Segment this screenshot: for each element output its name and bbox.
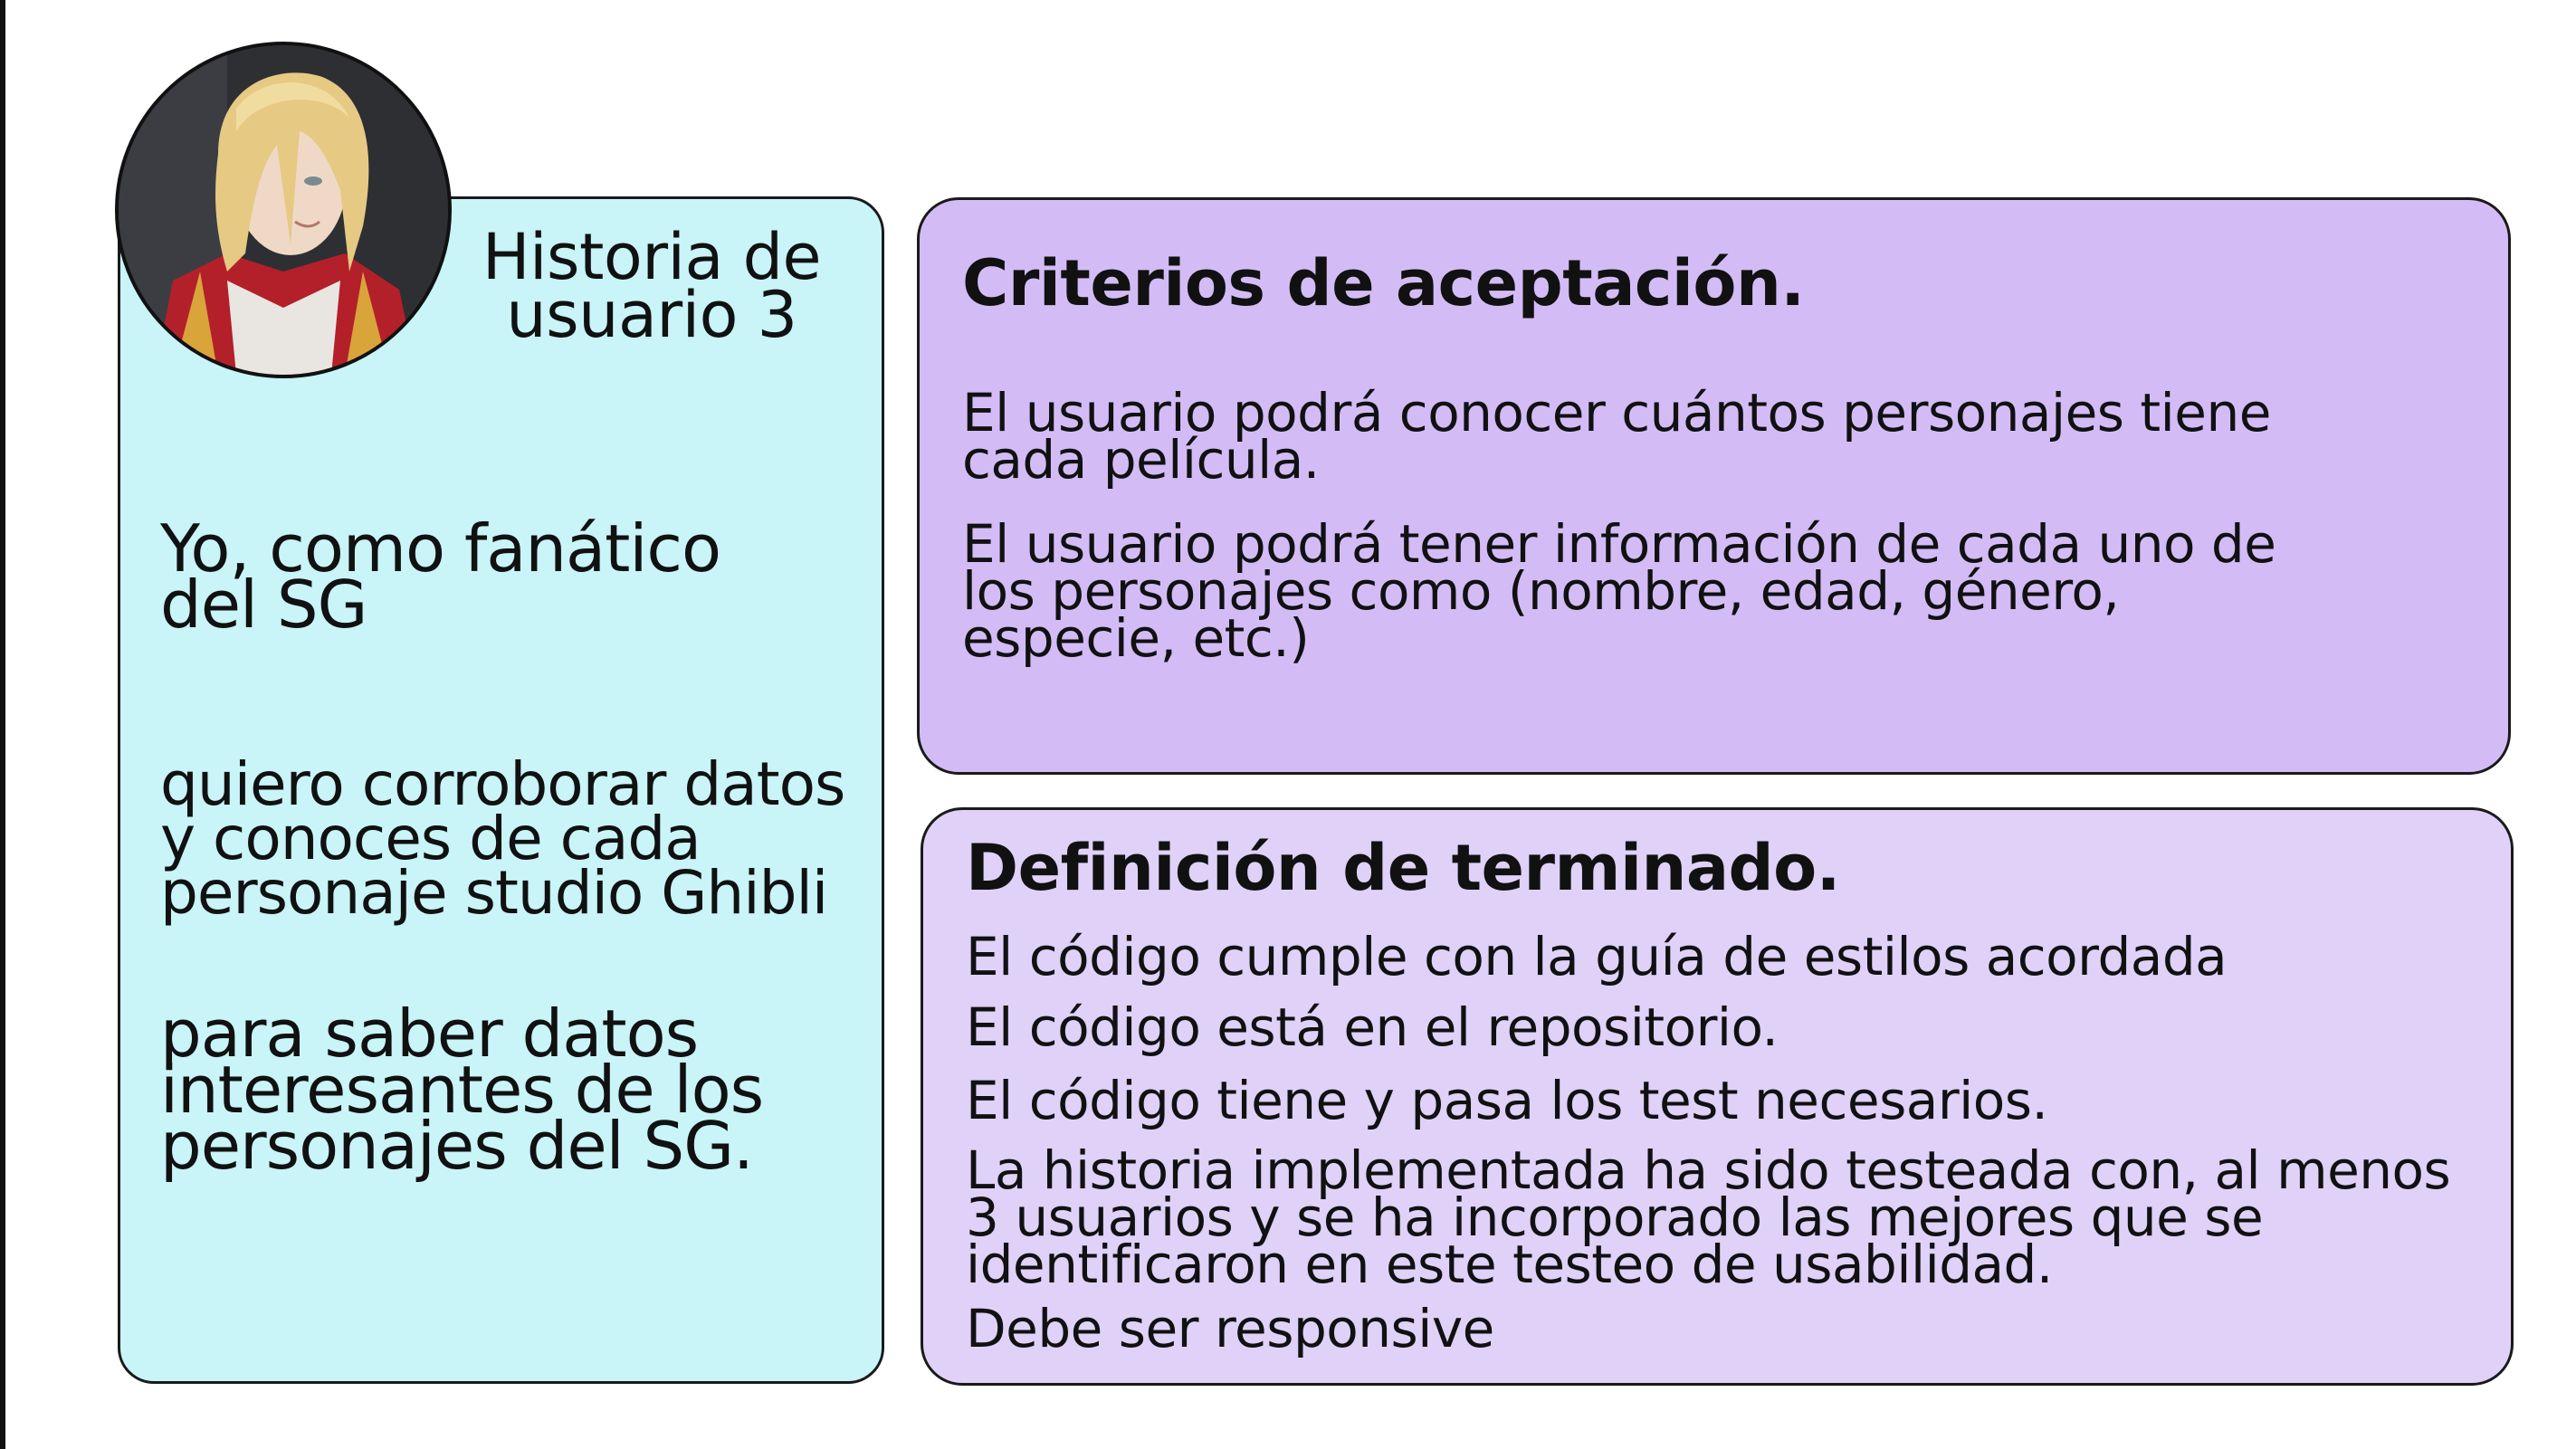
avatar-portrait-image [119,45,448,375]
done-item: El código cumple con la guía de estilos acordada [966,926,2228,987]
user-avatar [115,42,452,378]
left-edge-line [0,0,5,1449]
acceptance-criteria-heading: Criterios de aceptación. [962,246,1805,320]
story-goal-text: quiero corroborar datos y conoces de cada personaje studio Ghibli [160,749,845,928]
story-role-text: Yo, como fanático del SG [160,510,721,643]
done-item: El código está en el repositorio. [966,996,1779,1058]
definition-of-done-heading: Definición de terminado. [966,831,1840,905]
done-item: La historia implementada ha sido testeada con, al menos 3 usuarios y se ha incorporado las mejores que se identificaron en este testeo de usabilidad. [966,1139,2451,1295]
done-item: Debe ser responsive [966,1298,1494,1359]
story-benefit-text: para saber datos interesantes de los personajes del SG. [160,996,764,1184]
criteria-item: El usuario podrá conocer cuántos personajes tiene cada película. [962,382,2271,491]
done-item: El código tiene y pasa los test necesarios. [966,1070,2048,1131]
story-title: Historia de usuario 3 [482,220,822,352]
criteria-item: El usuario podrá tener información de cada uno de los personajes como (nombre, edad, género, especie, etc.) [962,513,2276,669]
